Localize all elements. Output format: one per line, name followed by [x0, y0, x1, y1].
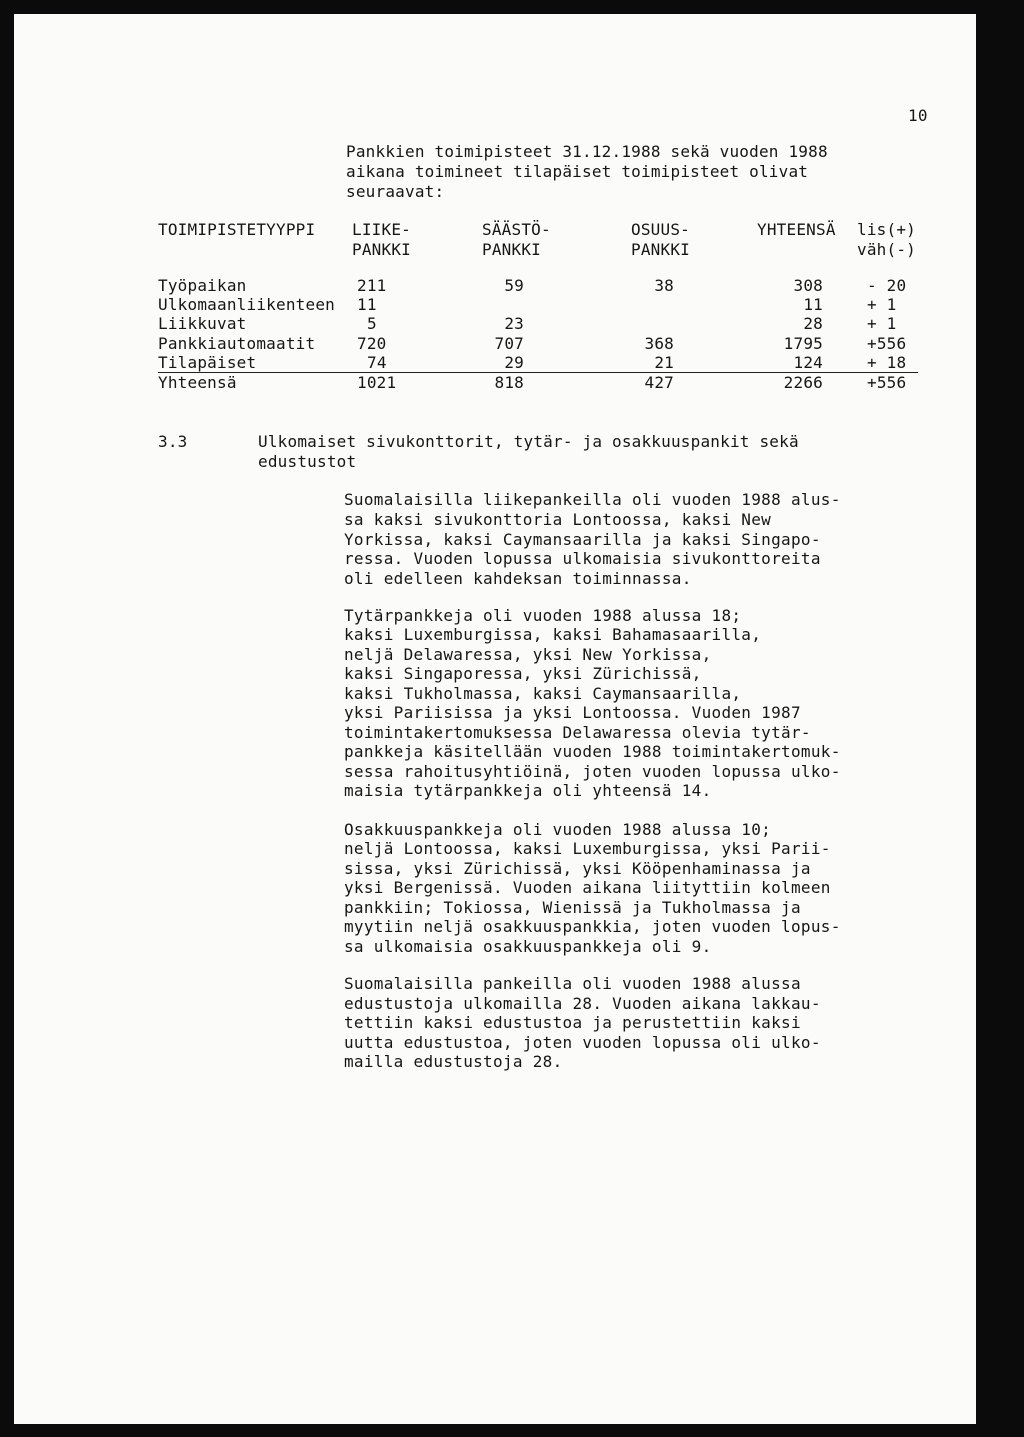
header-liike: PANKKI — [352, 240, 411, 259]
paragraph-line: kaksi Tukholmassa, kaksi Caymansaarilla, — [344, 684, 742, 703]
paragraph-line: Yorkissa, kaksi Caymansaarilla ja kaksi Singapo- — [344, 530, 821, 549]
header-osuus: OSUUS- — [631, 220, 690, 239]
paragraph-line: tettiin kaksi edustustoa ja perustettiin kaksi — [344, 1013, 801, 1032]
cell-osuus: 38 — [654, 276, 674, 295]
paragraph-line: mailla edustustoja 28. — [344, 1052, 563, 1071]
section-number: 3.3 — [158, 432, 188, 451]
paragraph-line: sissa, yksi Zürichissä, yksi Kööpenhaminassa ja — [344, 859, 811, 878]
paragraph-line: sa ulkomaisia osakkuuspankkeja oli 9. — [344, 937, 712, 956]
paragraph-line: Suomalaisilla liikepankeilla oli vuoden 1988 alus- — [344, 490, 841, 509]
paragraph-line: Tytärpankkeja oli vuoden 1988 alussa 18; — [344, 606, 742, 625]
cell-total: 11 — [803, 295, 823, 314]
paragraph-line: uutta edustustoa, joten vuoden lopussa oli ulko- — [344, 1033, 821, 1052]
paragraph-line: kaksi Singaporessa, yksi Zürichissä, — [344, 664, 702, 683]
cell-saasto: 59 — [504, 276, 524, 295]
cell-saasto: 23 — [504, 314, 524, 333]
paragraph-line: oli edelleen kahdeksan toiminnassa. — [344, 569, 692, 588]
cell-type: Työpaikan — [158, 276, 247, 295]
document-page — [14, 14, 976, 1424]
header-saasto: SÄÄSTÖ- — [482, 220, 551, 239]
paragraph-line: sa kaksi sivukonttoria Lontoossa, kaksi New — [344, 510, 772, 529]
paragraph-line: kaksi Luxemburgissa, kaksi Bahamasaarilla, — [344, 625, 762, 644]
cell-change: + 1 — [867, 314, 897, 333]
paragraph-line: yksi Pariisissa ja yksi Lontoossa. Vuoden 1987 — [344, 703, 801, 722]
page-number: 10 — [908, 106, 928, 125]
cell-saasto: 707 — [494, 334, 524, 353]
paragraph-line: sessa rahoitusyhtiöinä, joten vuoden lopussa ulko- — [344, 762, 841, 781]
intro-line: Pankkien toimipisteet 31.12.1988 sekä vuoden 1988 — [346, 142, 828, 161]
cell-change: + 1 — [867, 295, 897, 314]
cell-type: Liikkuvat — [158, 314, 247, 333]
header-type: TOIMIPISTETYYPPI — [158, 220, 316, 239]
section-title: Ulkomaiset sivukonttorit, tytär- ja osakkuuspankit sekä — [258, 432, 799, 451]
cell-change: - 20 — [867, 276, 907, 295]
cell-liike: 11 — [357, 295, 377, 314]
cell-osuus: 427 — [644, 373, 674, 392]
paragraph-line: Suomalaisilla pankeilla oli vuoden 1988 alussa — [344, 974, 801, 993]
paragraph-line: maisia tytärpankkeja oli yhteensä 14. — [344, 781, 712, 800]
cell-type: Tilapäiset — [158, 353, 257, 372]
cell-type: Yhteensä — [158, 373, 237, 392]
cell-liike: 5 — [367, 314, 377, 333]
cell-total: 124 — [793, 353, 823, 372]
cell-liike: 211 — [357, 276, 387, 295]
cell-change: +556 — [867, 334, 907, 353]
paragraph-line: toimintakertomuksessa Delawaressa olevia tytär- — [344, 723, 811, 742]
header-liike: LIIKE- — [352, 220, 411, 239]
paragraph-line: edustustoja ulkomailla 28. Vuoden aikana lakkau- — [344, 994, 821, 1013]
header-change: lis(+) — [857, 220, 916, 239]
header-change: väh(-) — [857, 240, 916, 259]
cell-type: Ulkomaanliikenteen — [158, 295, 335, 314]
cell-total: 308 — [793, 276, 823, 295]
section-title: edustustot — [258, 452, 357, 471]
cell-total: 28 — [803, 314, 823, 333]
paragraph-line: neljä Lontoossa, kaksi Luxemburgissa, yksi Parii- — [344, 839, 831, 858]
cell-osuus: 368 — [644, 334, 674, 353]
cell-saasto: 818 — [494, 373, 524, 392]
cell-saasto: 29 — [504, 353, 524, 372]
header-osuus: PANKKI — [631, 240, 690, 259]
cell-type: Pankkiautomaatit — [158, 334, 316, 353]
cell-total: 2266 — [783, 373, 823, 392]
cell-liike: 1021 — [357, 373, 397, 392]
header-yhteensa: YHTEENSÄ — [757, 220, 836, 239]
cell-total: 1795 — [783, 334, 823, 353]
intro-line: seuraavat: — [346, 182, 445, 201]
paragraph-line: neljä Delawaressa, yksi New Yorkissa, — [344, 645, 712, 664]
paragraph-line: myytiin neljä osakkuuspankkia, joten vuoden lopus- — [344, 917, 841, 936]
cell-liike: 720 — [357, 334, 387, 353]
paragraph-line: yksi Bergenissä. Vuoden aikana liityttiin kolmeen — [344, 878, 831, 897]
paragraph-line: ressa. Vuoden lopussa ulkomaisia sivukonttoreita — [344, 549, 821, 568]
paragraph-line: pankkeja käsitellään vuoden 1988 toimintakertomuk- — [344, 742, 841, 761]
paragraph-line: pankkiin; Tokiossa, Wienissä ja Tukholmassa ja — [344, 898, 801, 917]
paragraph-line: Osakkuuspankkeja oli vuoden 1988 alussa 10; — [344, 820, 772, 839]
cell-liike: 74 — [367, 353, 387, 372]
cell-change: +556 — [867, 373, 907, 392]
header-saasto: PANKKI — [482, 240, 541, 259]
cell-change: + 18 — [867, 353, 907, 372]
cell-osuus: 21 — [654, 353, 674, 372]
intro-line: aikana toimineet tilapäiset toimipisteet olivat — [346, 162, 809, 181]
